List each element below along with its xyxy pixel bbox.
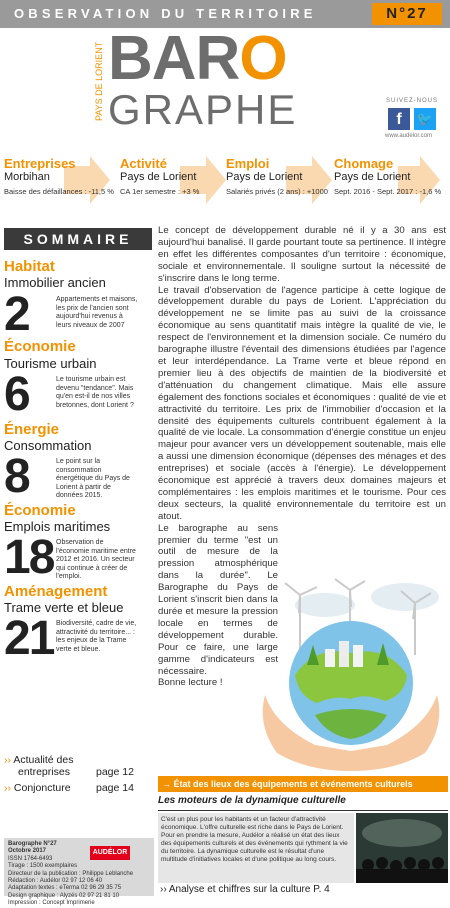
facebook-icon[interactable]: f: [388, 108, 410, 130]
info-line: ISSN 1764-6493: [8, 855, 53, 862]
section-desc: Appartements et maisons, les prix de l'ancien sont aujourd'hui revenus à leurs niveaux de 2007: [56, 296, 138, 329]
culture-link[interactable]: ›› Analyse et chiffres sur la culture P. 4: [160, 884, 330, 895]
editorial-p2: Le travail d'observation de l'agence participe à cette logique de développement durable du pays de Lorient. L'appréciation du développement ne se limite pas au suivi de la croissance économique au sens quantitatif mais intègre la qualité de vie, le respect de l'environnement et la dimension sociale. Ce numéro du barographe illustre l'éventail des dimensions étudiées par l'agence et leur interdépendance. La Trame verte et bleue répond en premier lieu à des objectifs de maintien de la biodiversité et d'atténuation du changement climatique. Mais elle assure également des fonctions sociales et économiques : qualité de vie et attractivité du territoire. Les prix de l'immobilier d'occasion et la densité des équipements culturels contribuent également à la qualité de vie locale. La consommation d'énergie constitue un enjeu majeur pour avancer vers un développement soutenable, mais elle a aussi une dimension économique (dépenses des ménages et des entreprises) et sociale (accès à l'énergie). Le développement économique est apprécié à travers deux domaines majeurs et complémentaires : les emplois maritimes et le tourisme. Pour ces deux secteurs, la qualité environnementale du territoire est un atout.: [158, 284, 446, 522]
info-line: Adaptation textes : eTerma 02 96 29 35 75: [8, 885, 122, 892]
section-desc: Observation de l'économie maritime entre 2012 et 2016. Un secteur qui continue à créer de l'emploi.: [56, 539, 136, 581]
logo-o: O: [239, 24, 287, 93]
toc-arrow-icon: ››: [4, 754, 11, 766]
indicator-scope: Pays de Lorient: [120, 171, 197, 183]
info-line: Rédaction : Audélor 02 97 12 06 40: [8, 878, 103, 885]
concert-image: [356, 813, 448, 883]
section-desc: Le point sur la consommation énergétique du Pays de Lorient à partir de données 2015.: [56, 458, 130, 500]
indicator-title: Activité: [120, 156, 167, 171]
indicator-detail: Baisse des défaillances : -11,5 %: [4, 187, 114, 196]
page-number[interactable]: 18: [4, 531, 54, 584]
section-desc: Le tourisme urbain est devenu "tendance". Mais qu'en est-il de nos villes bretonnes, dont Lorient ?: [56, 376, 134, 409]
twitter-icon[interactable]: 🐦: [414, 108, 436, 130]
indicator-title: Chomage: [334, 156, 394, 171]
section-subtitle: Immobilier ancien: [4, 275, 106, 290]
section-heading[interactable]: Économie: [4, 338, 76, 355]
culture-band[interactable]: → État des lieux des équipements et événements culturels: [158, 776, 448, 792]
toc-label: Actualité des: [13, 754, 74, 766]
culture-text: C'est un plus pour les habitants et un facteur d'attractivité économique. L'offre culturelle est riche dans le Pays de Lorient. Pour en prendre la mesure, Audélor a réalisé un état des lieux des équipements culturels et des événements qui rythment la vie du territoire. La dynamique culturelle est le résultat d'une multitude d'initiatives locales et d'une politique au long cours.: [161, 816, 348, 863]
indicator-detail: Salariés privés (2 ans) : +1000: [226, 187, 328, 196]
publication-info: [4, 838, 154, 907]
page-number[interactable]: 21: [4, 612, 54, 665]
logo-graphe: GRAPHE: [108, 86, 298, 133]
sommaire-title: SOMMAIRE: [4, 228, 152, 250]
editorial-p1: Le concept de développement durable né il y a 30 ans est aujourd'hui banalisé. Il garde pourtant toute sa pertinence. Il intègre en effet les différentes composantes d'un territoire : économique, sociale et environnementale. Il souligne surtout la nécessité de s'inscrire dans le long terme.: [158, 225, 446, 284]
section-subtitle: Trame verte et bleue: [4, 600, 124, 615]
page-number[interactable]: 6: [4, 368, 29, 421]
divider: [158, 810, 448, 811]
section-subtitle: Tourisme urbain: [4, 356, 97, 371]
editorial-p3: Le barographe au sens premier du terme "est un outil de mesure de la pression atmosphérique dans la durée". Le Barographe du Pays de Lorient s'inscrit bien dans la durée et mesure la pression locale en termes de développement durable. Pour ce faire, une large gamme d'indicateurs est nécessaire.: [158, 522, 278, 677]
section-heading[interactable]: Aménagement: [4, 583, 108, 600]
indicator-scope: Pays de Lorient: [226, 171, 303, 183]
header-band-title: OBSERVATION DU TERRITOIRE: [14, 6, 317, 21]
toc-page: page 14: [96, 782, 134, 794]
concert-photo: [356, 813, 448, 883]
section-subtitle: Consommation: [4, 438, 92, 453]
indicator-scope: Morbihan: [4, 171, 50, 183]
section-heading[interactable]: Économie: [4, 502, 76, 519]
indicator-entreprises: [4, 156, 114, 204]
sustainable-earth-illustration: [255, 575, 447, 775]
section-heading[interactable]: Énergie: [4, 421, 60, 438]
indicator-activite: [120, 156, 226, 204]
logo-baro-text: BAR: [108, 24, 240, 93]
toc-page: page 12: [96, 766, 134, 778]
indicator-title: Entreprises: [4, 156, 76, 171]
indicator-scope: Pays de Lorient: [334, 171, 411, 183]
indicator-detail: Sept. 2016 - Sept. 2017 : -1,6 %: [334, 187, 442, 196]
toc-label: Conjoncture: [13, 782, 71, 794]
section-subtitle: Emplois maritimes: [4, 519, 111, 534]
toc-arrow-icon: ››: [4, 782, 11, 794]
section-desc: Biodiversité, cadre de vie, attractivité du territoire... : les enjeux de la Trame verte et bleue.: [56, 620, 137, 653]
info-line: Impression : Concept Imprimerie: [8, 900, 95, 907]
vertical-label: PAYS DE LORIENT: [94, 41, 104, 121]
toc-item-conjoncture[interactable]: [4, 782, 134, 794]
culture-title: Les moteurs de la dynamique culturelle: [158, 795, 346, 806]
info-line: Design graphique : Alyzés 02 97 21 81 10: [8, 892, 120, 899]
page-number[interactable]: 2: [4, 288, 29, 341]
info-line: Tirage : 1500 exemplaires: [8, 863, 78, 870]
indicator-emploi: [226, 156, 332, 204]
editorial-p4: Bonne lecture !: [158, 677, 223, 689]
culture-box: [158, 813, 354, 883]
indicator-chomage: [334, 156, 440, 204]
follow-label: SUIVEZ-NOUS: [386, 98, 439, 104]
site-url[interactable]: www.audelor.com: [385, 133, 433, 139]
issue-number: N°27: [372, 3, 442, 25]
section-heading[interactable]: Habitat: [4, 258, 55, 275]
toc-label-2: entreprises: [18, 766, 70, 778]
logo-baro: [108, 24, 287, 93]
info-line: Octobre 2017: [8, 848, 47, 855]
info-line: Directeur de la publication : Philippe Leblanche: [8, 870, 134, 877]
info-line: Barographe N°27: [8, 841, 57, 847]
indicator-title: Emploi: [226, 156, 270, 171]
indicator-detail: CA 1er semestre : +3 %: [120, 187, 200, 196]
toc-item-entreprises[interactable]: [4, 754, 134, 778]
page-number[interactable]: 8: [4, 450, 29, 503]
audelor-logo: AUDÉLOR: [90, 846, 130, 860]
